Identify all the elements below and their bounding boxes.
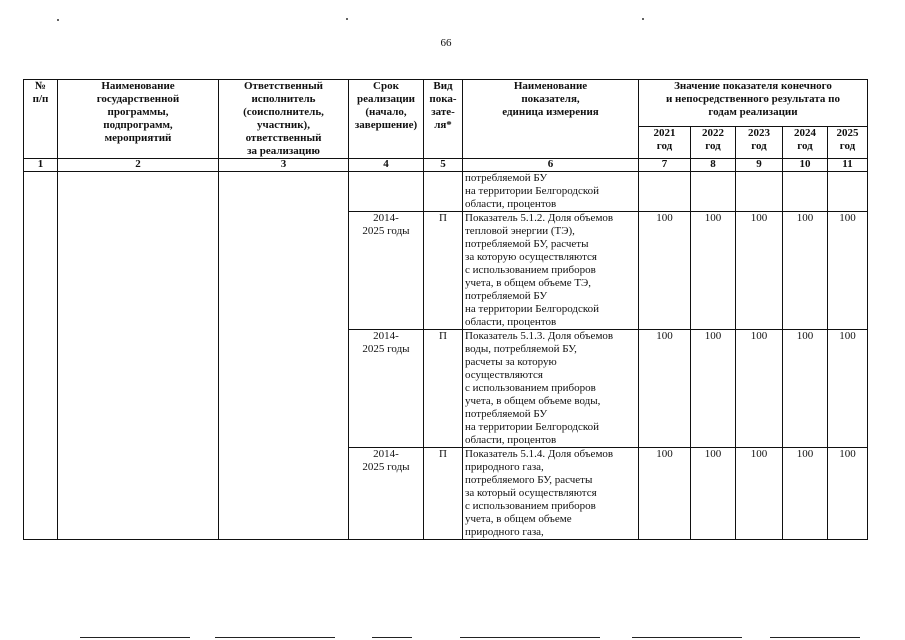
header-year-2022: 2022 год xyxy=(691,127,736,159)
cell-value-2024: 100 xyxy=(783,448,828,540)
cell-value-empty xyxy=(828,172,868,212)
column-number: 8 xyxy=(691,159,736,172)
cell-indicator: Показатель 5.1.2. Доля объемов тепловой энергии (ТЭ), потребляемой БУ, расчеты за которую осуществляются с использованием приборов учета, в общем объеме ТЭ, потребляемой БУ на территории Белгородской области, процентов xyxy=(463,212,639,330)
header-year-2024: 2024 год xyxy=(783,127,828,159)
scan-speck xyxy=(57,19,59,21)
cell-program-empty xyxy=(58,172,219,540)
table-row-continuation xyxy=(24,172,868,212)
column-number: 7 xyxy=(639,159,691,172)
cell-kind: П xyxy=(424,330,463,448)
scan-line xyxy=(372,637,412,638)
cell-value-2021: 100 xyxy=(639,448,691,540)
cell-value-2024: 100 xyxy=(783,212,828,330)
cell-value-empty xyxy=(736,172,783,212)
scan-line xyxy=(215,637,335,638)
cell-kind: П xyxy=(424,212,463,330)
header-indicator-name: Наименование показателя, единица измерения xyxy=(463,80,639,159)
cell-value-empty xyxy=(691,172,736,212)
cell-indicator: Показатель 5.1.3. Доля объемов воды, потребляемой БУ, расчеты за которую осуществляются с использованием приборов учета, в общем объеме воды, потребляемой БУ на территории Белгородской области, процентов xyxy=(463,330,639,448)
cell-value-2023: 100 xyxy=(736,212,783,330)
cell-kind-empty xyxy=(424,172,463,212)
scan-line xyxy=(632,637,742,638)
cell-value-2025: 100 xyxy=(828,212,868,330)
column-number: 1 xyxy=(24,159,58,172)
indicators-table xyxy=(23,79,868,540)
cell-value-2022: 100 xyxy=(691,212,736,330)
column-number: 2 xyxy=(58,159,219,172)
column-number: 10 xyxy=(783,159,828,172)
cell-value-2024: 100 xyxy=(783,330,828,448)
scan-line xyxy=(770,637,860,638)
cell-value-empty xyxy=(639,172,691,212)
scan-line xyxy=(460,637,600,638)
page-number: 66 xyxy=(440,37,452,49)
header-executor: Ответственный исполнитель (соисполнитель, участник), ответственный за реализацию xyxy=(219,80,349,159)
header-num: № п/п xyxy=(24,80,58,159)
cell-value-2023: 100 xyxy=(736,330,783,448)
column-number-row xyxy=(24,159,868,172)
column-number: 3 xyxy=(219,159,349,172)
cell-term: 2014- 2025 годы xyxy=(349,448,424,540)
column-number: 6 xyxy=(463,159,639,172)
cell-value-2021: 100 xyxy=(639,330,691,448)
cell-term: 2014- 2025 годы xyxy=(349,212,424,330)
scan-speck xyxy=(642,18,644,20)
header-values-group: Значение показателя конечного и непосредственного результата по годам реализации xyxy=(639,80,868,127)
header-row-1 xyxy=(24,80,868,127)
cell-term: 2014- 2025 годы xyxy=(349,330,424,448)
cell-indicator: Показатель 5.1.4. Доля объемов природного газа, потребляемого БУ, расчеты за который осуществляются с использованием приборов учета, в общем объеме природного газа, xyxy=(463,448,639,540)
column-number: 5 xyxy=(424,159,463,172)
header-year-2025: 2025 год xyxy=(828,127,868,159)
header-indicator-kind: Вид пока- зате- ля* xyxy=(424,80,463,159)
cell-value-2021: 100 xyxy=(639,212,691,330)
cell-num-empty xyxy=(24,172,58,540)
cell-value-empty xyxy=(783,172,828,212)
header-term: Срок реализации (начало, завершение) xyxy=(349,80,424,159)
column-number: 11 xyxy=(828,159,868,172)
cell-value-2022: 100 xyxy=(691,448,736,540)
header-year-2021: 2021 год xyxy=(639,127,691,159)
cell-indicator-continuation: потребляемой БУ на территории Белгородской области, процентов xyxy=(463,172,639,212)
cell-value-2025: 100 xyxy=(828,448,868,540)
column-number: 9 xyxy=(736,159,783,172)
cell-value-2022: 100 xyxy=(691,330,736,448)
scan-line xyxy=(80,637,190,638)
cell-executor-empty xyxy=(219,172,349,540)
cell-value-2025: 100 xyxy=(828,330,868,448)
cell-value-2023: 100 xyxy=(736,448,783,540)
header-year-2023: 2023 год xyxy=(736,127,783,159)
cell-kind: П xyxy=(424,448,463,540)
scan-speck xyxy=(346,18,348,20)
cell-term-empty xyxy=(349,172,424,212)
column-number: 4 xyxy=(349,159,424,172)
header-program-name: Наименование государственной программы, подпрограмм, мероприятий xyxy=(58,80,219,159)
